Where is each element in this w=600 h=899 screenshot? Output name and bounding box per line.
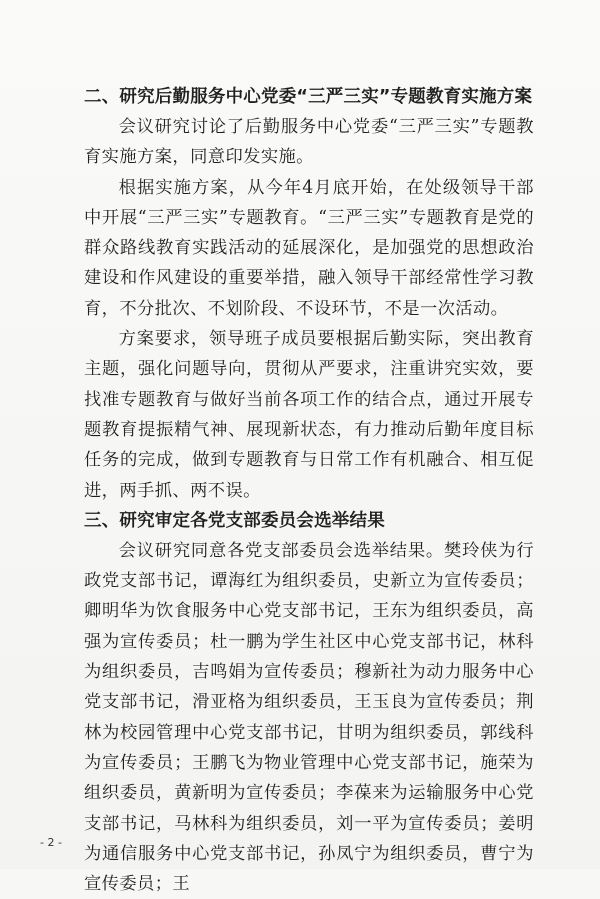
document-body: [84, 82, 534, 899]
section-2-paragraph-3: 方案要求，领导班子成员要根据后勤实际，突出教育主题，强化问题导向，贯彻从严要求，注重讲究实效，要找准专题教育与做好当前各项工作的结合点，通过开展专题教育提振精气神、展现新状态，有力推动后勤年度目标任务的完成，做到专题教育与日常工作有机融合、相互促进，两手抓、两不误。: [84, 329, 534, 501]
section-3-heading: 三、研究审定各党支部委员会选举结果: [84, 510, 385, 531]
page-number: - 2 -: [40, 836, 62, 849]
section-2-heading: 二、研究后勤服务中心党委“三严三实”专题教育实施方案: [84, 87, 533, 107]
section-2-paragraph-1: 会议研究讨论了后勤服务中心党委“三严三实”专题教育实施方案，同意印发实施。: [84, 117, 534, 168]
section-2-paragraph-2: 根据实施方案，从今年4月底开始，在处级领导干部中开展“三严三实”专题教育。“三严三实”专题教育是党的群众路线教育实践活动的延展深化，是加强党的思想政治建设和作风建设的重要举措，融入领导干部经常性学习教育，不分批次、不划阶段、不设环节，不是一次活动。: [84, 177, 534, 319]
section-3-paragraph-1: 会议研究同意各党支部委员会选举结果。樊玲侠为行政党支部书记，谭海红为组织委员，史新立为宣传委员；卿明华为饮食服务中心党支部书记，王东为组织委员，高强为宣传委员；杜一鹏为学生社区中心党支部书记，林科为组织委员，吉鸣娟为宣传委员；穆新社为动力服务中心党支部书记，滑亚格为组织委员，王玉良为宣传委员；荆林为校园管理中心党支部书记，甘明为组织委员，郭线科为宣传委员；王鹏飞为物业管理中心党支部书记，施荣为组织委员，黄新明为宣传委员；李葆来为运输服务中心党支部书记，马林科为组织委员，刘一平为宣传委员；姜明为通信服务中心党支部书记，孙凤宁为组织委员，曹宁为宣传委员；王: [84, 540, 534, 895]
